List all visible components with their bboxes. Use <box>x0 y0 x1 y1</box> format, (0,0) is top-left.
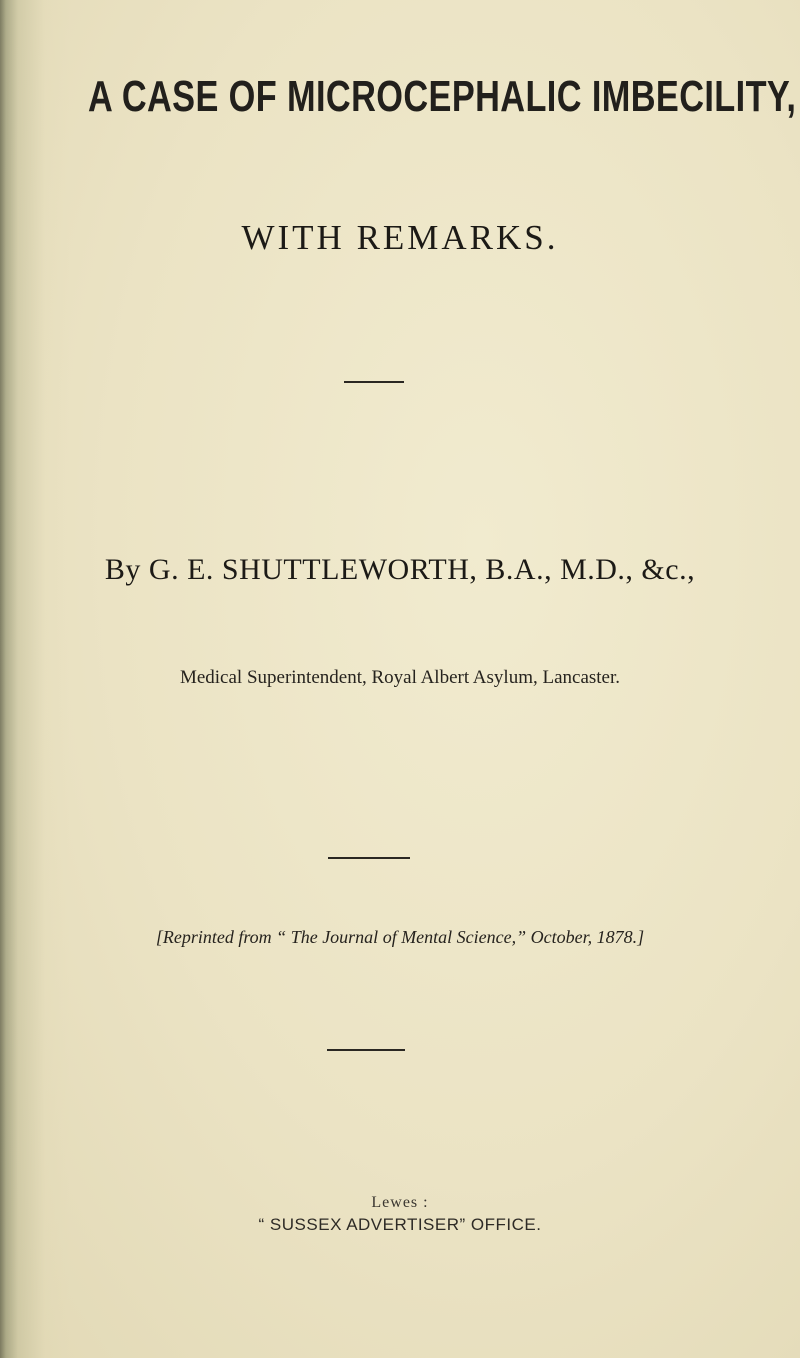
author-line: By G. E. SHUTTLEWORTH, B.A., M.D., &c., <box>104 553 696 586</box>
reprint-note: [Reprinted from “ The Journal of Mental Science,” October, 1878.] <box>155 927 645 947</box>
publisher-office: “ SUSSEX ADVERTISER” OFFICE. <box>258 1215 542 1234</box>
document-subtitle: WITH REMARKS. <box>241 218 559 257</box>
divider-rule-3 <box>327 1049 405 1051</box>
document-title: A CASE OF MICROCEPHALIC IMBECILITY, <box>88 72 797 121</box>
divider-rule-2 <box>328 857 410 859</box>
publisher-place: Lewes : <box>371 1194 429 1211</box>
divider-rule-1 <box>344 381 404 383</box>
author-affiliation: Medical Superintendent, Royal Albert Asylum, Lancaster. <box>179 667 621 688</box>
